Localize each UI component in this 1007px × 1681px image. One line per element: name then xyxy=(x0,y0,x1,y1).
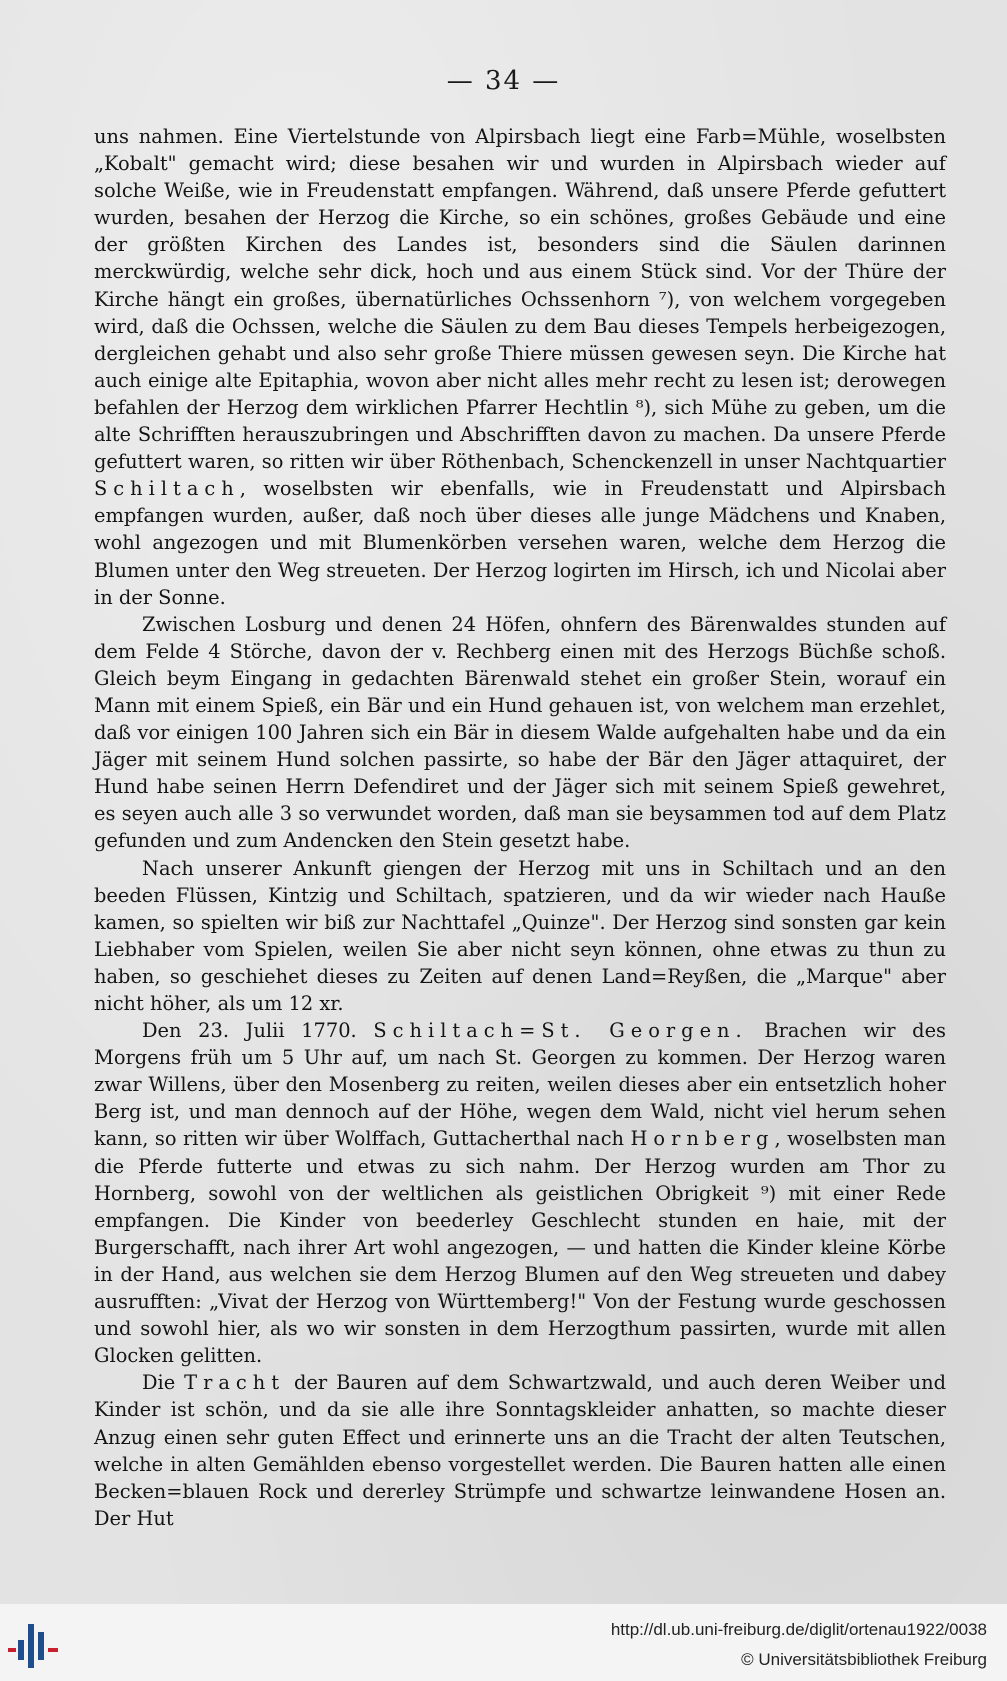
paragraph-5-text-b: der Bauren auf dem Schwartzwald, und auch deren Weiber und Kinder ist schön, und da sie alle ihre Sonntagskleider anhatten, so machte dieser Anzug einen sehr guten Effect und erinnerte uns an die Tracht der alten Teutschen, welche in alten Gemählden ebenso vorgestellet werden. Die Bauren hatten alle einen Becken=blauen Rock und dererley Strümpfe und schwartze leinwandene Hosen an. Der Hut xyxy=(94,1371,947,1530)
paragraph-5 xyxy=(94,1369,946,1532)
entry-date: Den 23. Julii 1770. xyxy=(142,1019,374,1043)
paragraph-3: Nach unserer Ankunft giengen der Herzog mit uns in Schiltach und an den beeden Flüssen, Kintzig und Schiltach, spatzieren, und da wir wieder nach Hauße kamen, so spielten wir biß zur Nachttafel „Quinze". Der Herzog sind sonsten gar kein Liebhaber vom Spielen, weilen Sie aber nicht seyn können, ohne etwas zu thun zu haben, so geschiehet dieses zu Zeiten auf denen Land=Reyßen, die „Marque" aber nicht höher, als um 12 xr. xyxy=(94,856,946,1015)
place-name-schiltach: Schiltach xyxy=(94,477,240,501)
copyright-notice: © Universitätsbibliothek Freiburg xyxy=(741,1650,987,1669)
entry-route: Schiltach=St. Georgen. xyxy=(373,1019,748,1043)
body-text xyxy=(94,123,946,1532)
paragraph-4-text-b: , woselbsten man die Pferde futterte und etwas zu sich nahm. Der Herzog wurden am Thor zu Hornberg, sowohl von der weltlichen als geistlichen Obrigkeit ⁹) mit einer Rede empfangen. Die Kinder von beederley Geschlecht stunden en haie, mit der Burgerschafft, nach ihrer Art wohl angezogen, — und hatten die Kinder kleine Körbe in der Hand, aus welchen sie dem Herzog Blumen auf den Weg streueten und dabey ausrufften: „Vivat der Herzog von Württemberg!" Von der Festung wurde geschossen und sowohl hier, als wo wir sonsten in dem Herzogthum passirten, wurde mit allen Glocken gelitten. xyxy=(94,1127,946,1368)
footer-bar xyxy=(0,1604,1007,1681)
document-url-link[interactable]: http://dl.ub.uni-freiburg.de/diglit/ortenau1922/0038 xyxy=(610,1620,987,1639)
paragraph-2: Zwischen Losburg und denen 24 Höfen, ohnfern des Bärenwaldes stunden auf dem Felde 4 Störche, davon der v. Rechberg einen mit des Herzogs Büchße schoß. Gleich beym Eingang in gedachten Bärenwald stehet ein großer Stein, worauf ein Mann mit einem Spieß, ein Bär und ein Hund gehauen ist, von welchem man erzehlet, daß vor einigen 100 Jahren sich ein Bär in diesem Walde aufgehalten habe und da ein Jäger mit seinem Hund solchen passirte, so habe der Bär den Jäger attaquiret, der Hund habe seinen Herrn Defendiret und der Jäger sich mit seinem Spieß gewehret, es seyen auch alle 3 so verwundet worden, daß man sie beysammen tod auf dem Platz gefunden und zum Andencken den Stein gesetzt habe. xyxy=(94,612,946,853)
paragraph-1 xyxy=(94,123,946,611)
paragraph-4 xyxy=(94,1017,946,1369)
page-number: — 34 — xyxy=(446,66,561,96)
paragraph-1-text-a: uns nahmen. Eine Viertelstunde von Alpirsbach liegt eine Farb=Mühle, woselbsten „Kobalt" gemacht wird; diese besahen wir und wurden in Alpirsbach wieder auf solche Weiße, wie in Freudenstatt empfangen. Während, daß unsere Pferde gefuttert wurden, besahen der Herzog die Kirche, so ein schönes, großes Gebäude und eine der größten Kirchen des Landes ist, besonders sind die Säulen darinnen merckwürdig, welche sehr dick, hoch und aus einem Stück sind. Vor der Thüre der Kirche hängt ein großes, übernatürliches Ochssenhorn ⁷), von welchem vorgegeben wird, daß die Ochssen, welche die Säulen zu dem Bau dieses Tempels herbeigezogen, dergleichen gehabt und also sehr große Thiere müssen gewesen seyn. Die Kirche hat auch einige alte Epitaphia, wovon aber nicht alles mehr recht zu lesen ist; derowegen befahlen der Herzog dem wirklichen Pfarrer Hechtlin ⁸), sich Mühe zu geben, um die alte Schrifften herauszubringen und Abschrifften davon zu machen. Da unsere Pferde gefuttert waren, so ritten wir über Röthenbach, Schenckenzell in unser Nachtquartier xyxy=(94,125,946,474)
paragraph-1-text-b: , woselbsten wir ebenfalls, wie in Freudenstatt und Alpirsbach empfangen wurden, außer, daß noch über dieses alle junge Mädchens und Knaben, wohl angezogen und mit Blumenkörben versehen waren, welche dem Herzog die Blumen unter den Weg streueten. Der Herzog logirten im Hirsch, ich und Nicolai aber in der Sonne. xyxy=(94,477,946,609)
university-library-logo-icon xyxy=(6,1622,64,1670)
paragraph-5-text-a: Die xyxy=(142,1371,185,1395)
paragraph-4-text-a: Brachen wir des Morgens früh um 5 Uhr auf, um nach St. Georgen zu kommen. Der Herzog waren zwar Willens, über den Mosenberg zu reiten, weilen dieses aber ein entsetzlich hoher Berg ist, und man dennoch auf der Höhe, wegen dem Wald, nicht viel herum sehen kann, so ritten wir über Wolffach, Guttacherthal nach xyxy=(94,1019,946,1151)
emphasized-word-tracht: Tracht xyxy=(184,1371,286,1395)
place-name-hornberg: Hornberg xyxy=(630,1127,775,1151)
